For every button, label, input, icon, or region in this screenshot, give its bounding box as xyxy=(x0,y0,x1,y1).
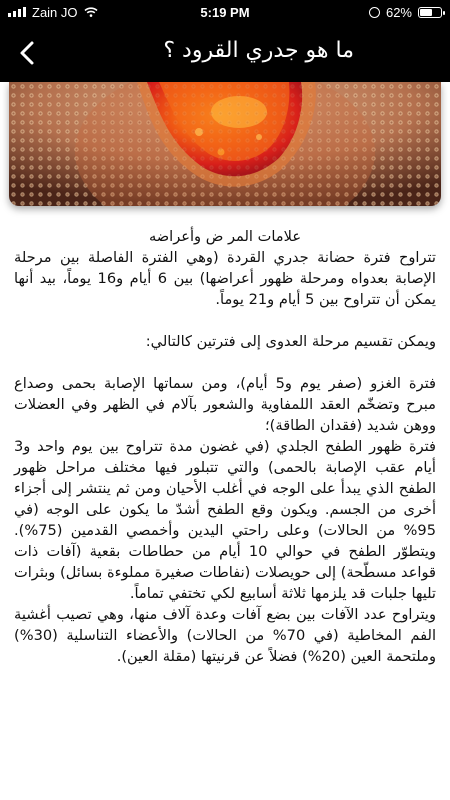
carrier-name: Zain JO xyxy=(32,4,78,20)
wifi-icon xyxy=(84,7,98,17)
status-left xyxy=(8,5,98,20)
rotation-lock-icon xyxy=(369,7,380,18)
paragraph-invasion-period: فترة الغزو (صفر يوم و5 أيام)، ومن سماتها الإصابة بحمى وصداع مبرح وتضخّم العقد اللمفاوية والشعور بآلام في الظهر وفي العضلات ووهن شديد (فقدان الطاقة)؛ xyxy=(14,375,437,434)
signal-icon xyxy=(8,7,26,17)
app-header xyxy=(0,24,450,82)
article-body xyxy=(14,226,436,667)
back-button[interactable] xyxy=(10,36,44,70)
battery-fill xyxy=(420,9,432,16)
paragraph-lesions: ويتراوح عدد الآفات بين بضع آفات وعدة آلاف منها، وهي تصيب أغشية الفم المخاطية (في 70% من الحالات) والأعضاء التناسلية (30%) وملتحمة العين (20%) فضلاً عن قرنيتها (مقلة العين). xyxy=(14,606,436,665)
paragraph-infection-phases: ويمكن تقسيم مرحلة العدوى إلى فترتين كالتالي: xyxy=(145,333,436,350)
page-title: ما هو جدري القرود ؟ xyxy=(163,38,354,63)
chevron-left-icon xyxy=(17,40,37,66)
status-right xyxy=(369,5,442,20)
section-heading: علامات المر ض وأعراضه xyxy=(148,228,302,245)
battery-icon xyxy=(418,7,442,18)
battery-percent: 62% xyxy=(385,4,412,20)
hero-image xyxy=(9,82,441,206)
status-time: 5:19 PM xyxy=(200,4,250,20)
virus-image xyxy=(9,82,441,206)
paragraph-rash-period: فترة ظهور الطفح الجلدي (في غضون مدة تتراوح بين يوم واحد و3 أيام عقب الإصابة بالحمى) والتي تتبلور فيها مختلف مراحل ظهور الطفح الذي يبدأ على الوجه في أغلب الأحيان ومن ثم ينتشر إلى أجزاء أخرى من الجسم. ويكون وقع الطفح أشدّ ما يكون على الوجه (في 95% من الحالات) وعلى راحتي اليدين وأخمصي القدمين (75%). ويتطوّر الطفح في حوالي 10 أيام من حطاطات بقعية (آفات ذات قواعد مسطّحة) إلى حويصلات (نفاطات صغيرة مملوءة بسائل) وبثرات تليها جلبات قد يلزمها ثلاثة أسابيع لكي تختفي تماماً. xyxy=(14,438,436,602)
status-bar xyxy=(0,0,450,24)
paragraph-incubation: تتراوح فترة حضانة جدري القردة (وهي الفترة الفاصلة بين مرحلة الإصابة بعدواه ومرحلة ظهور أعراضها) بين 6 أيام و16 يوماً، بيد أنها يمكن أن تتراوح بين 5 أيام و21 يوماً. xyxy=(14,249,436,308)
